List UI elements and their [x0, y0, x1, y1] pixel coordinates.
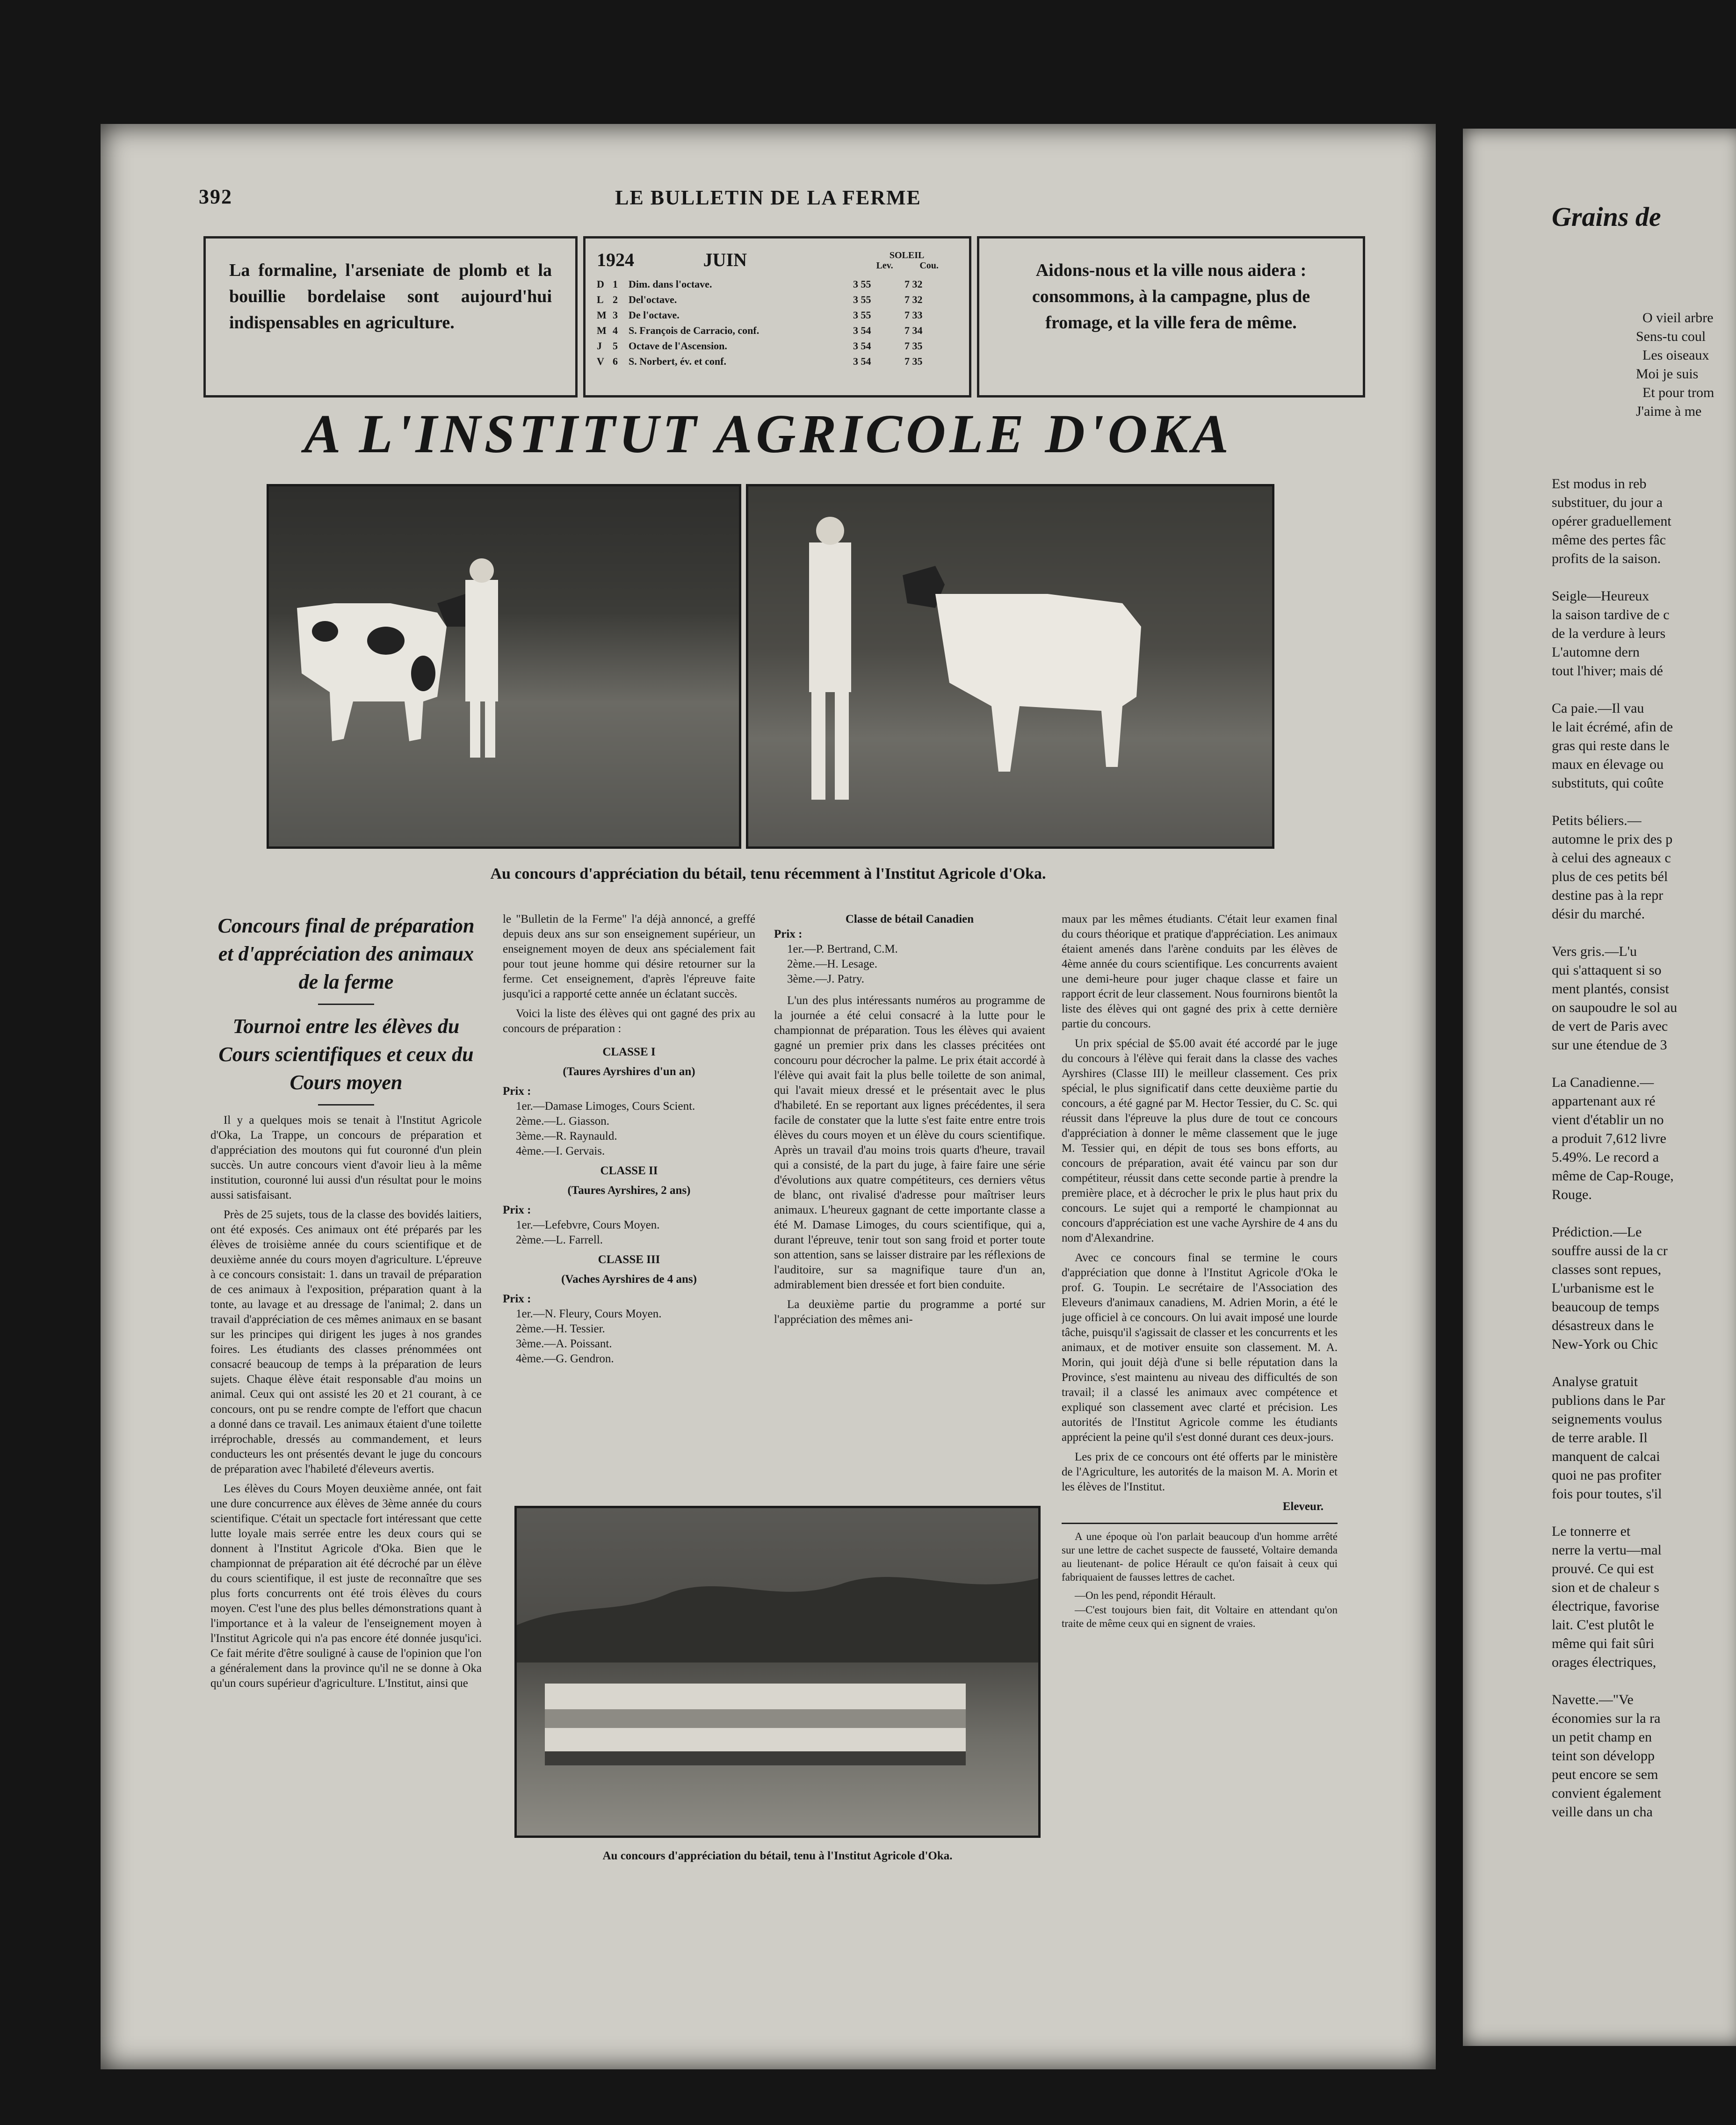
prize-list — [503, 1307, 755, 1366]
prize-entry: 1er.—Damase Limoges, Cours Scient. — [516, 1100, 695, 1113]
anecdote-paragraph: A une époque où l'on parlait beaucoup d'un homme arrêté sur une lettre de cachet suspecte de fausseté, Voltaire demanda au lieutenant- de police Hérault ce qu'on faisait à ceux qui fabriquaient de fausses lettres de cachet. — [1062, 1531, 1338, 1583]
article-paragraph: La deuxième partie du programme a porté sur l'appréciation des mêmes ani- — [774, 1298, 1045, 1326]
right-page-line: L'automne dern — [1552, 644, 1640, 660]
left-info-text: La formaline, l'arseniate de plomb et la bouillie bordelaise sont aujourd'hui indispensables en agriculture. — [229, 260, 552, 332]
right-page-line — [1552, 1354, 1736, 1373]
class-heading: Classe de bétail Canadien — [845, 913, 974, 925]
anecdote-paragraph: —On les pend, répondit Hérault. — [1075, 1590, 1216, 1601]
right-page-line: beaucoup de temps — [1552, 1299, 1659, 1315]
poem-fragment — [1636, 309, 1736, 421]
article-paragraph: Avec ce concours final se termine le cours d'appréciation que donne à l'Institut Agricole d'Oka le prof. G. Toupin. Le secrétaire de l'Association des Eleveurs d'animaux canadiens, M. Adrien Morin, a été le juge officiel à ce concours. On lui avait imposé une lourde tâche, puisqu'il s'agissait de classer et les concurrents et les animaux, et de motiver ensuite son classement. M. A. Morin, qui jouit déjà d'une si belle réputation dans la Province, s'est maintenu au niveau des difficultés de son travail; il a classé les animaux avec compétence et expliqué son classement avec clarté et précision. Les autorités de l'Institut Agricole comme les étudiants apprécient la peine qu'il s'est donné durant ces deux-jours. — [1062, 1251, 1338, 1444]
calendar-day-letter: V — [597, 355, 604, 367]
calendar-day-number: 1 — [613, 278, 618, 290]
right-page-line: profits de la saison. — [1552, 551, 1661, 566]
herd-illustration — [517, 1508, 1038, 1836]
article-paragraph: Il y a quelques mois se tenait à l'Institut Agricole d'Oka, La Trappe, un concours de préparation et d'appréciation des moutons qui fut couronné d'un plein succès. Un autre concours vient d'avoir lieu à la même institution, couronné lui aussi d'un résultat pour le moins aussi satisfaisant. — [210, 1114, 482, 1201]
article-paragraph: le "Bulletin de la Ferme" l'a déjà annoncé, a greffé depuis deux ans sur son enseignement supérieur, un enseignement moyen de deux ans spécialement fait pour tout jeune homme qui désire retourner sur la ferme. Cet enseignement, d'après l'épreuve faite jusqu'ici a rapporté cette année un éclatant succès. — [503, 913, 755, 1000]
right-page-line: vient d'établir un no — [1552, 1112, 1664, 1128]
right-page-line: 5.49%. Le record a — [1552, 1149, 1659, 1165]
column-1 — [210, 912, 482, 2002]
prize-label: Prix : — [503, 1204, 531, 1216]
right-page-line: convient également — [1552, 1785, 1662, 1801]
right-page-line: la saison tardive de c — [1552, 607, 1670, 622]
calendar-sunrise: 3 54 — [853, 340, 871, 352]
right-page-line — [1552, 568, 1736, 587]
right-page-line: maux en élevage ou — [1552, 757, 1664, 772]
right-page-line: de vert de Paris avec — [1552, 1019, 1668, 1034]
calendar-sunset: 7 35 — [904, 340, 923, 352]
prize-entry: 1er.—Lefebvre, Cours Moyen. — [516, 1219, 660, 1231]
right-page-line: le lait écrémé, afin de — [1552, 719, 1673, 735]
poem-line: J'aime à me — [1636, 404, 1702, 419]
right-page-line: teint son développ — [1552, 1748, 1655, 1764]
calendar-day-number: 4 — [613, 325, 618, 336]
prize-label: Prix : — [503, 1085, 531, 1098]
right-page-line: classes sont repues, — [1552, 1262, 1662, 1277]
right-page-line: de la verdure à leurs — [1552, 626, 1666, 641]
right-page-line: substituts, qui coûte — [1552, 775, 1664, 791]
right-page-line — [1552, 1204, 1736, 1223]
column-4 — [1062, 912, 1338, 2020]
column-2 — [503, 912, 755, 1366]
calendar-sunrise: 3 55 — [853, 278, 871, 290]
calendar-feast: Octave de l'Ascension. — [629, 340, 727, 352]
calendar-sunrise: 3 55 — [853, 294, 871, 305]
calendar-header — [597, 249, 958, 271]
right-info-text: Aidons-nous et la ville nous aidera : consommons, à la campagne, plus de fromage, et la ville fera de même. — [1032, 260, 1310, 332]
right-page-line: prouvé. Ce qui est — [1552, 1561, 1654, 1576]
right-page-line: lait. C'est plutôt le — [1552, 1617, 1654, 1633]
right-page-line: veille dans un cha — [1552, 1804, 1653, 1820]
calendar-rows — [597, 276, 958, 369]
calendar-rise-heading: Lev. — [876, 260, 893, 271]
article-paragraph: maux par les mêmes étudiants. C'était leur examen final du cours théorique et pratique d'appréciation. Les animaux étaient amenés dans l'arène conduits par les élèves de 4ème année du cours scientifique. Les concurrents avaient une demi-heure pour juger chaque classe et faire un rapport écrit de leur classement. Nous fournirons bientôt la liste des élèves qui ont gagné des prix à cette dernière partie du concours. — [1062, 913, 1338, 1030]
prize-entry: 2ème.—L. Giasson. — [516, 1115, 609, 1128]
right-page-line — [1552, 1672, 1736, 1691]
article-paragraph: Près de 25 sujets, tous de la classe des bovidés laitiers, ont été exposés. Ces animaux ont été préparés par les élèves de troisième année du cours scientifique et de deuxième année du cours moyen d'agriculture. L'épreuve à ce concours consistait: 1. dans un travail de préparation de ces animaux à l'exposition, préparation quant à la tonte, au lavage et au dressage de l'animal; 2. dans un travail d'appréciation de ces mêmes animaux en se basant sur les principes qui dirigent les juges à nos grandes foires. Les étudiants des classes prénommées ont consacré beaucoup de temps à la préparation de leurs sujets. Chaque élève était responsable d'au moins un animal. Ceux qui ont assisté les 20 et 21 courant, à ce concours, ont pu se rendre compte de l'effort que chacun a donné dans ce travail. Les animaux étaient d'une toilette irréprochable, dressés au commandement, et leurs conducteurs les ont présentés devant le juge du concours de préparation avec l'habileté d'éleveurs avertis. — [210, 1208, 482, 1475]
calendar-sunset: 7 32 — [904, 294, 923, 305]
right-page-line: La Canadienne.— — [1552, 1075, 1654, 1090]
calendar-day-letter: D — [597, 278, 604, 290]
calendar-day-number: 3 — [613, 309, 618, 321]
calendar-sunrise: 3 55 — [853, 309, 871, 321]
poem-line: Sens-tu coul — [1636, 329, 1706, 344]
right-page-line: un petit champ en — [1552, 1729, 1652, 1745]
calendar-day-letter: L — [597, 294, 604, 305]
photo-herd-lineup — [514, 1506, 1041, 1838]
prize-entry: 2ème.—H. Lesage. — [787, 958, 877, 970]
calendar-box — [583, 236, 971, 398]
right-page-line: sion et de chaleur s — [1552, 1580, 1659, 1595]
right-page-line: quoi ne pas profiter — [1552, 1467, 1662, 1483]
column-3 — [774, 912, 1045, 1332]
heading-divider — [318, 1004, 374, 1005]
calendar-sunset: 7 35 — [904, 355, 923, 367]
class-subheading: (Taures Ayrshires, 2 ans) — [567, 1184, 691, 1197]
poem-line: Et pour trom — [1642, 385, 1714, 400]
right-page-line: publions dans le Par — [1552, 1393, 1665, 1408]
prize-entry: 2ème.—H. Tessier. — [516, 1323, 605, 1335]
right-page-text — [1552, 475, 1736, 1821]
calendar-sunset: 7 33 — [904, 309, 923, 321]
cow-illustration-right — [748, 486, 1272, 846]
calendar-row — [597, 292, 958, 307]
prize-label: Prix : — [503, 1293, 531, 1305]
prize-list — [774, 942, 1045, 987]
article-paragraph: Voici la liste des élèves qui ont gagné des prix au concours de préparation : — [503, 1007, 755, 1035]
right-page-line: manquent de calcai — [1552, 1449, 1660, 1464]
right-page-line: on saupoudre le sol au — [1552, 1000, 1678, 1015]
poem-line: Moi je suis — [1636, 366, 1699, 382]
right-page-line — [1552, 793, 1736, 811]
right-page-line — [1552, 1503, 1736, 1522]
prize-entry: 4ème.—I. Gervais. — [516, 1145, 605, 1157]
right-page-line: même de Cap-Rouge, — [1552, 1168, 1674, 1184]
left-info-box — [203, 236, 578, 398]
heading-divider — [318, 1104, 374, 1106]
right-page-line: New-York ou Chic — [1552, 1337, 1658, 1352]
calendar-day-letter: M — [597, 309, 607, 321]
right-page-line: désastreux dans le — [1552, 1318, 1654, 1333]
calendar-sunset: 7 32 — [904, 278, 923, 290]
right-page-line: sur une étendue de 3 — [1552, 1037, 1667, 1053]
right-page-line: gras qui reste dans le — [1552, 738, 1670, 753]
class-heading: CLASSE III — [598, 1253, 660, 1266]
article-heading-1: Concours final de préparation et d'appréciation des animaux de la ferme — [217, 914, 475, 993]
right-page-line: Ca paie.—Il vau — [1552, 701, 1644, 716]
prize-entry: 1er.—P. Bertrand, C.M. — [787, 943, 898, 955]
class-heading: CLASSE I — [602, 1046, 656, 1058]
poem-line: Les oiseaux — [1642, 347, 1709, 363]
top-photo-caption: Au concours d'appréciation du bétail, tenu récemment à l'Institut Agricole d'Oka. — [490, 865, 1046, 882]
calendar-month: JUIN — [703, 249, 747, 270]
right-page-line: nerre la vertu—mal — [1552, 1542, 1662, 1558]
right-page-line: Prédiction.—Le — [1552, 1224, 1642, 1240]
right-page-partial — [1463, 129, 1736, 2046]
right-page-line: Rouge. — [1552, 1187, 1592, 1202]
prize-entry: 4ème.—G. Gendron. — [516, 1352, 614, 1365]
right-page-line: destine pas à la repr — [1552, 888, 1664, 903]
page-number: 392 — [199, 185, 232, 208]
right-page-line: fois pour toutes, s'il — [1552, 1486, 1662, 1502]
calendar-sunrise: 3 54 — [853, 355, 871, 367]
prize-label: Prix : — [774, 928, 803, 940]
calendar-row — [597, 338, 958, 354]
right-page-line: orages électriques, — [1552, 1655, 1656, 1670]
right-page-line: peut encore se sem — [1552, 1767, 1658, 1782]
right-page-line: Seigle—Heureux — [1552, 588, 1649, 604]
calendar-day-letter: M — [597, 325, 607, 336]
right-page-line: souffre aussi de la cr — [1552, 1243, 1668, 1258]
cow-illustration-left — [269, 486, 739, 846]
calendar-feast: Dim. dans l'octave. — [629, 278, 712, 290]
article-paragraph: Les prix de ce concours ont été offerts par le ministère de l'Agriculture, les autorités de la maison M. A. Morin et les élèves de l'Institut. — [1062, 1451, 1338, 1493]
right-page-line: Navette.—"Ve — [1552, 1692, 1634, 1707]
calendar-row — [597, 307, 958, 323]
calendar-row — [597, 354, 958, 369]
class-subheading: (Vaches Ayrshires de 4 ans) — [561, 1273, 697, 1286]
right-page-line: à celui des agneaux c — [1552, 850, 1671, 866]
calendar-day-number: 6 — [613, 355, 618, 367]
right-page-heading: Grains de — [1552, 202, 1661, 232]
class-subheading: (Taures Ayrshires d'un an) — [563, 1065, 695, 1078]
right-page-line: même des pertes fâc — [1552, 532, 1666, 548]
left-page — [101, 124, 1436, 2069]
right-page-line: électrique, favorise — [1552, 1598, 1659, 1614]
right-page-line — [1552, 1055, 1736, 1073]
prize-list — [503, 1099, 755, 1159]
right-page-line — [1552, 924, 1736, 942]
article-paragraph: Un prix spécial de $5.00 avait été accordé par le juge du concours à l'élève qui ferait dans la classe des vaches Ayrshires (Classe III) le meilleur classement. Ces prix spécial, le plus significatif dans cette deuxième partie du concours, a été gagné par M. Hector Tessier, du C. Sc. qui réussit dans l'épreuve la plus dure de tout ce concours d'appréciation à donner le même classement que le juge M. Tessier qui, en dépit de tous ses bons efforts, au concours de préparation, avait été vaincu par son dur compétiteur, réussit dans cette seconde partie à prendre la première place, et à décrocher le prix le plus haut prix du concours. Le sujet qui a remporté le championnat au concours d'appréciation est une vache Ayrshire de 4 ans du nom d'Alexandrine. — [1062, 1037, 1338, 1244]
right-page-line: ment plantés, consist — [1552, 981, 1669, 997]
prize-entry: 3ème.—A. Poissant. — [516, 1337, 612, 1350]
calendar-day-letter: J — [597, 340, 602, 352]
right-page-line: qui s'attaquent si so — [1552, 962, 1662, 978]
article-signature: Eleveur. — [1282, 1500, 1324, 1513]
prize-list — [503, 1218, 755, 1248]
poem-line: O vieil arbre — [1642, 310, 1714, 325]
right-page-line: seignements voulus — [1552, 1411, 1662, 1427]
article-paragraph: L'un des plus intéressants numéros au programme de la journée a été celui consacré à la lutte pour le championnat de préparation. Tous les élèves qui avaient gagné un premier prix dans les classes précitées ont concouru pour décrocher la palme. Le prix était accordé à l'élève qui avait fait la plus belle toilette de son animal, qui l'avait mieux dressé et le présentait avec le plus d'habileté. En se reportant aux lignes précédentes, il sera facile de constater que la lutte s'est faite entre entre trois élèves du cours moyen et un élève du cours scientifique. Après un travail d'au moins trois quarts d'heure, travail qui a consisté, de la part du juge, à faire faire une série d'évolutions aux quatre compétiteurs, ces derniers vêtus de blanc, ont rivalisé d'adresse pour maîtriser leurs animaux. L'heureux gagnant de cette importante classe a été M. Damase Limoges, du cours scientifique, qui a, durant l'épreuve, tenir tout son sang froid et porter toute son attention, sans se laisser distraire par les réflexions de l'auditoire, sur sa magnifique taure d'un an, admirablement bien dressée et fort bien conduite. — [774, 994, 1045, 1291]
photo-cow-handler-left — [267, 484, 741, 849]
anecdote-paragraph: —C'est toujours bien fait, dit Voltaire en attendant qu'on traite de même ceux qui en signent de vraies. — [1062, 1604, 1338, 1629]
right-page-line: économies sur la ra — [1552, 1711, 1661, 1726]
right-page-line: plus de ces petits bél — [1552, 869, 1668, 884]
photo-cow-handler-right — [746, 484, 1274, 849]
calendar-day-number: 2 — [613, 294, 618, 305]
right-page-line: Analyse gratuit — [1552, 1374, 1638, 1389]
calendar-set-heading: Cou. — [919, 260, 939, 271]
running-title: LE BULLETIN DE LA FERME — [615, 186, 921, 209]
calendar-sunrise: 3 54 — [853, 325, 871, 336]
right-page-line: a produit 7,612 livre — [1552, 1131, 1666, 1146]
calendar-feast: De l'octave. — [629, 309, 680, 321]
calendar-feast: S. François de Carracio, conf. — [629, 325, 760, 336]
calendar-row — [597, 276, 958, 292]
right-page-line: même qui fait sûri — [1552, 1636, 1655, 1651]
calendar-feast: Del'octave. — [629, 294, 677, 305]
calendar-sunset: 7 34 — [904, 325, 923, 336]
right-page-line: automne le prix des p — [1552, 831, 1673, 847]
calendar-feast: S. Norbert, év. et conf. — [629, 355, 726, 367]
right-info-box — [977, 236, 1365, 398]
calendar-sun-heading: SOLEIL — [889, 250, 925, 260]
calendar-year: 1924 — [597, 249, 634, 270]
right-page-line: L'urbanisme est le — [1552, 1280, 1654, 1296]
right-page-line: substituer, du jour a — [1552, 495, 1663, 510]
page-title: A L'INSTITUT AGRICOLE D'OKA — [304, 403, 1233, 464]
calendar-day-number: 5 — [613, 340, 618, 352]
article-paragraph: Les élèves du Cours Moyen deuxième année, ont fait une dure concurrence aux élèves de 3ème année du cours scientifique. C'était un spectacle fort intéressant que cette lutte loyale mais serrée entre les deux cours qui se donnent à l'Institut Agricole d'Oka. Bien que le championnat de préparation ait été décroché par un élève du cours scientifique, il est juste de reconnaître que ses plus forts concurrents ont été trois élèves du cours moyen. C'est l'une des plus belles démonstrations quant à l'importance et à la valeur de l'enseignement moyen à l'Institut Agricole qui n'a pas encore été donnée jusqu'ici. Ce fait mérite d'être souligné à cause de l'opinion que l'on a généralement dans la province qu'il ne se donne à Oka qu'un cours supérieur d'agriculture. L'Institut, ainsi que — [210, 1482, 482, 1690]
right-page-line: de terre arable. Il — [1552, 1430, 1648, 1446]
right-page-line: Vers gris.—L'u — [1552, 944, 1637, 959]
right-page-line: Est modus in reb — [1552, 476, 1647, 491]
right-page-line — [1552, 680, 1736, 699]
prize-entry: 3ème.—R. Raynauld. — [516, 1130, 617, 1142]
calendar-row — [597, 323, 958, 338]
right-page-line: tout l'hiver; mais dé — [1552, 663, 1663, 679]
class-heading: CLASSE II — [600, 1164, 658, 1177]
right-page-line: appartenant aux ré — [1552, 1093, 1656, 1109]
prize-entry: 1er.—N. Fleury, Cours Moyen. — [516, 1308, 662, 1320]
prize-entry: 2ème.—L. Farrell. — [516, 1234, 603, 1246]
right-page-line: Le tonnerre et — [1552, 1524, 1631, 1539]
right-page-line: désir du marché. — [1552, 906, 1645, 922]
right-page-line: opérer graduellement — [1552, 513, 1671, 529]
right-page-line: Petits béliers.— — [1552, 813, 1642, 828]
article-heading-2: Tournoi entre les élèves du Cours scientifiques et ceux du Cours moyen — [218, 1015, 474, 1094]
bottom-photo-caption: Au concours d'appréciation du bétail, tenu à l'Institut Agricole d'Oka. — [602, 1850, 953, 1862]
prize-entry: 3ème.—J. Patry. — [787, 973, 865, 985]
anecdote-divider — [1062, 1523, 1338, 1524]
